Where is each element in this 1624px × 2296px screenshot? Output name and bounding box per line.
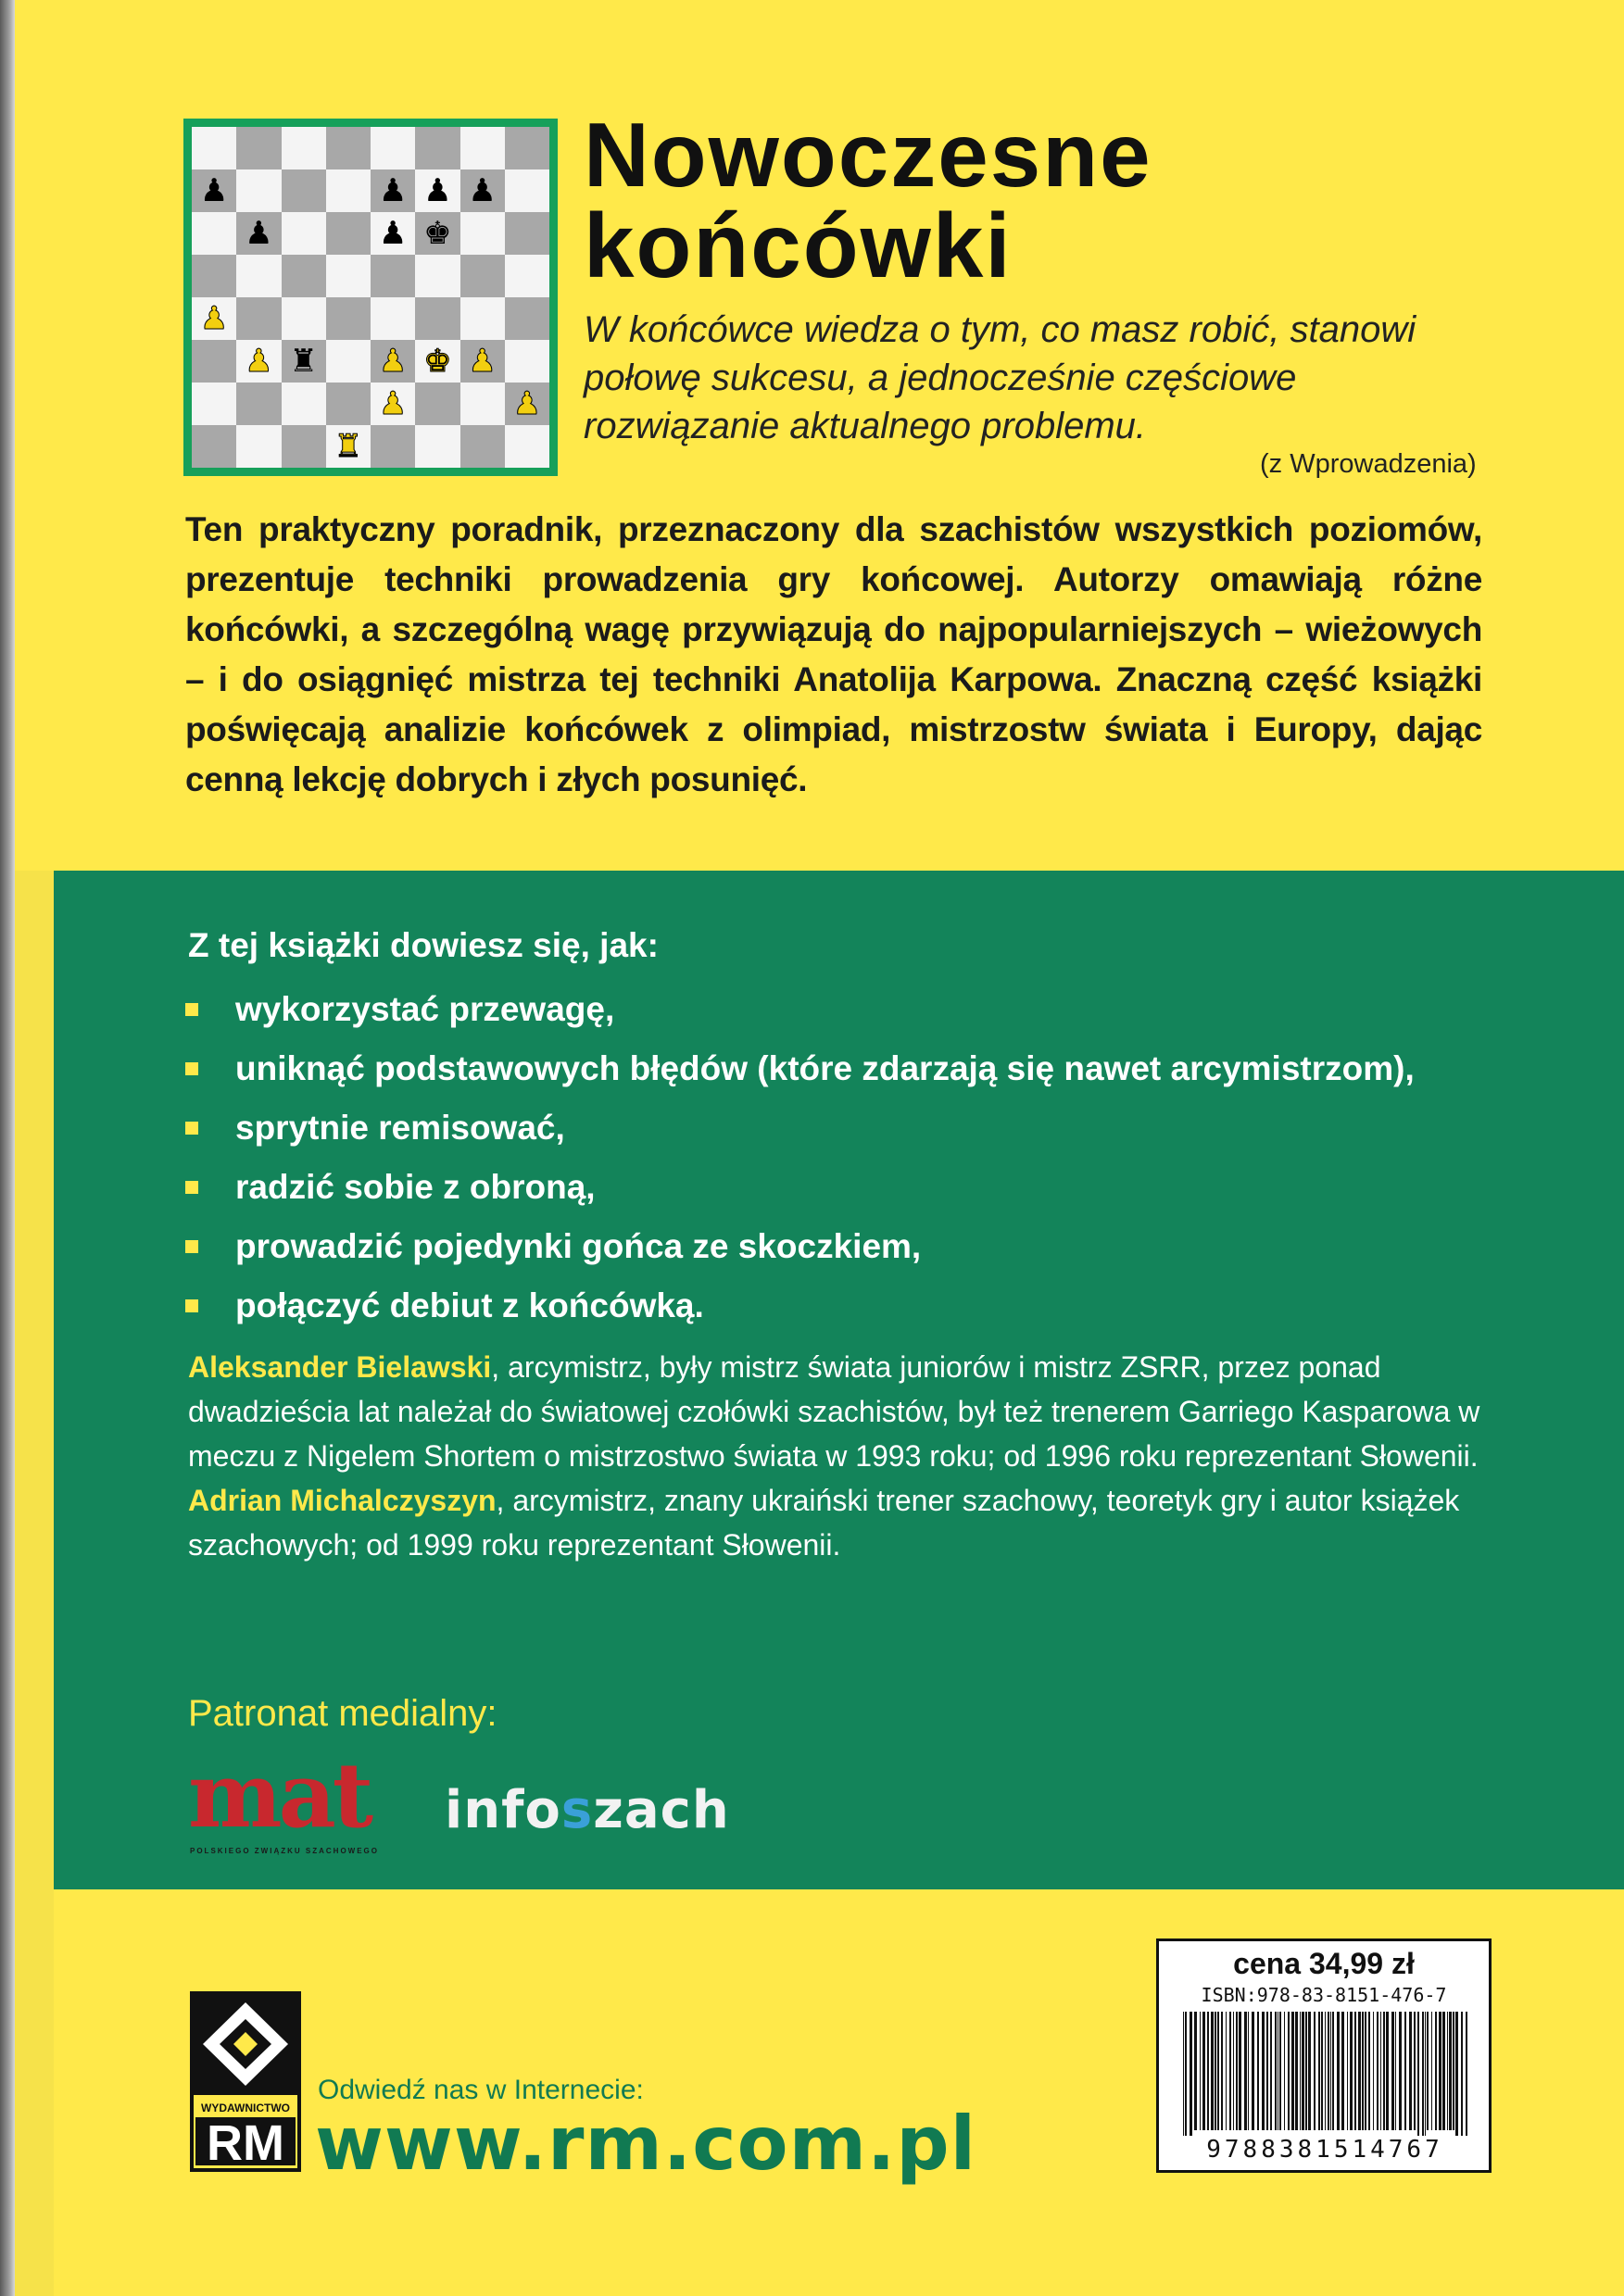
intro-quote	[584, 306, 1492, 450]
board-square	[415, 127, 460, 169]
author-bios	[188, 1345, 1522, 1567]
board-square	[371, 340, 415, 383]
visit-label: Odwiedź nas w Internecie:	[318, 2075, 644, 2105]
board-square	[192, 425, 236, 468]
barcode-bar	[1399, 2012, 1402, 2130]
author-name: Adrian Michalczyszyn	[188, 1484, 497, 1517]
barcode-bar	[1427, 2012, 1429, 2130]
infoszach-accent: s	[560, 1780, 594, 1840]
board-square	[505, 169, 549, 212]
barcode-bar	[1337, 2012, 1340, 2130]
barcode-bar	[1202, 2012, 1205, 2130]
board-square	[326, 169, 371, 212]
board-square	[415, 425, 460, 468]
list-item	[185, 1158, 1415, 1217]
barcode-bar	[1461, 2012, 1463, 2141]
barcode-bar	[1455, 2012, 1458, 2141]
price-label: cena 34,99 zł	[1233, 1947, 1415, 1980]
board-square	[236, 212, 281, 255]
board-square	[282, 297, 326, 340]
barcode-bar	[1217, 2012, 1219, 2130]
list-item-text: wykorzystać przewagę,	[235, 990, 615, 1028]
board-square	[326, 425, 371, 468]
white-pawn-icon: ♟	[468, 343, 497, 380]
barcode-bar	[1358, 2012, 1361, 2130]
barcode-bar	[1270, 2012, 1272, 2130]
board-square	[236, 425, 281, 468]
barcode-bar	[1435, 2012, 1437, 2130]
barcode-bar	[1279, 2012, 1281, 2130]
barcode-bar	[1295, 2012, 1298, 2130]
barcode-bar	[1325, 2012, 1326, 2130]
barcode-bar	[1354, 2012, 1356, 2130]
barcode-bar	[1453, 2012, 1454, 2130]
author-name: Aleksander Bielawski	[188, 1350, 492, 1384]
board-square	[415, 169, 460, 212]
barcode-bar	[1275, 2012, 1277, 2130]
quote-line: W końcówce wiedza o tym, co masz robić, stanowi	[584, 309, 1416, 350]
square-bullet-icon	[185, 1240, 198, 1253]
barcode-bar	[1404, 2012, 1406, 2130]
barcode-bar	[1194, 2012, 1197, 2130]
board-square	[371, 383, 415, 425]
list-item	[185, 1039, 1415, 1098]
board-square	[415, 340, 460, 383]
square-bullet-icon	[185, 1122, 198, 1135]
barcode-bar	[1431, 2012, 1432, 2130]
barcode-bar	[1302, 2012, 1304, 2130]
board-square	[236, 383, 281, 425]
board-square	[282, 425, 326, 468]
barcode-bar	[1377, 2012, 1379, 2130]
board-square	[415, 383, 460, 425]
board-square	[505, 383, 549, 425]
list-item	[185, 980, 1415, 1039]
board-square	[282, 340, 326, 383]
black-pawn-icon: ♟	[199, 172, 229, 209]
ean-number: 9788381514767	[1176, 2136, 1474, 2164]
white-king-icon: ♚	[423, 343, 452, 380]
board-square	[326, 297, 371, 340]
barcode-bar	[1183, 2012, 1184, 2141]
infoszach-logo	[445, 1780, 730, 1840]
board-square	[326, 255, 371, 297]
mat-logo-text: mat	[188, 1758, 371, 1848]
board-square	[192, 169, 236, 212]
white-rook-icon: ♜	[334, 428, 363, 465]
black-pawn-icon: ♟	[378, 215, 408, 252]
book-title	[584, 104, 1152, 296]
board-square	[460, 383, 505, 425]
black-pawn-icon: ♟	[423, 172, 452, 209]
board-square	[505, 255, 549, 297]
board-square	[460, 297, 505, 340]
board-square	[505, 297, 549, 340]
board-square	[371, 127, 415, 169]
barcode-bar	[1226, 2012, 1227, 2130]
list-item	[185, 1217, 1415, 1276]
white-pawn-icon: ♟	[199, 300, 229, 337]
title-line: końcówki	[584, 194, 1013, 296]
barcode-bar	[1362, 2012, 1364, 2130]
barcode-bar	[1341, 2012, 1344, 2130]
rm-publisher-logo	[190, 1991, 301, 2172]
barcode-bar	[1328, 2012, 1329, 2130]
chess-diagram	[192, 127, 549, 468]
infoszach-pawn-letter: i	[445, 1780, 464, 1840]
list-item-text: połączyć debiut z końcówką.	[235, 1286, 704, 1324]
barcode-bar	[1321, 2012, 1323, 2130]
board-square	[192, 255, 236, 297]
barcode-bar	[1414, 2012, 1416, 2130]
board-square	[460, 212, 505, 255]
board-square	[236, 169, 281, 212]
barcode-bar	[1386, 2012, 1389, 2130]
board-square	[460, 169, 505, 212]
board-square	[326, 212, 371, 255]
list-item-text: radzić sobie z obroną,	[235, 1168, 596, 1206]
author-bio: , arcymistrz, znany ukraiński trener szachowy, teoretyk gry i autor książek szachowych; od 1999 roku reprezentant Słowenii.	[188, 1484, 1460, 1562]
board-square	[505, 212, 549, 255]
board-square	[192, 212, 236, 255]
board-square	[460, 340, 505, 383]
board-square	[192, 127, 236, 169]
barcode-bar	[1308, 2012, 1311, 2130]
barcode-bar	[1229, 2012, 1231, 2130]
barcode-bar	[1233, 2012, 1234, 2130]
barcode-bar	[1425, 2012, 1426, 2141]
barcode-bar	[1239, 2012, 1241, 2130]
board-square	[371, 425, 415, 468]
barcode-bar	[1215, 2012, 1216, 2130]
board-square	[415, 255, 460, 297]
quote-line: rozwiązanie aktualnego problemu.	[584, 406, 1147, 446]
board-square	[282, 169, 326, 212]
board-square	[282, 212, 326, 255]
barcode-bar	[1185, 2012, 1187, 2141]
barcode-bar	[1318, 2012, 1320, 2130]
barcode-bar	[1466, 2012, 1467, 2141]
black-pawn-icon: ♟	[468, 172, 497, 209]
price-barcode-box	[1156, 1938, 1492, 2173]
white-pawn-icon: ♟	[245, 343, 273, 380]
board-square	[505, 425, 549, 468]
white-pawn-icon: ♟	[378, 385, 408, 422]
barcode-bar	[1236, 2012, 1238, 2130]
barcode-bar	[1252, 2012, 1254, 2130]
scan-shadow	[0, 0, 15, 2296]
barcode-bar	[1373, 2012, 1374, 2130]
board-square	[460, 255, 505, 297]
rm-logo-top-text: WYDAWNICTWO	[201, 2102, 290, 2114]
board-square	[236, 127, 281, 169]
cover-left-strip	[15, 871, 54, 2296]
barcode-bar	[1248, 2012, 1249, 2130]
board-square	[460, 425, 505, 468]
board-square	[326, 383, 371, 425]
author-bio: , arcymistrz, były mistrz świata juniorów i mistrz ZSRR, przez ponad dwadzieścia lat należał do światowej czołówki szachistów, był też trenerem Garriego Kasparowa w meczu z Nigelem Shortem o mistrzostwo świata w 1993 roku; od 1996 roku reprezentant Słowenii.	[188, 1350, 1480, 1473]
barcode-bar	[1449, 2012, 1452, 2130]
black-king-icon: ♚	[423, 215, 452, 252]
board-square	[371, 297, 415, 340]
barcode-bar	[1350, 2012, 1353, 2130]
board-square	[192, 383, 236, 425]
list-item	[185, 1098, 1415, 1158]
barcode-bar	[1409, 2012, 1412, 2130]
barcode-bar	[1395, 2012, 1396, 2130]
barcode-bar	[1368, 2012, 1370, 2130]
white-pawn-icon: ♟	[512, 385, 542, 422]
board-square	[282, 383, 326, 425]
board-square	[415, 297, 460, 340]
barcode-bar	[1291, 2012, 1294, 2130]
board-square	[371, 169, 415, 212]
board-square	[505, 127, 549, 169]
board-square	[371, 212, 415, 255]
black-pawn-icon: ♟	[378, 172, 408, 209]
board-square	[192, 340, 236, 383]
square-bullet-icon	[185, 1299, 198, 1312]
barcode-bar	[1207, 2012, 1209, 2130]
square-bullet-icon	[185, 1003, 198, 1016]
barcode-bar	[1314, 2012, 1316, 2130]
infoszach-text: nfo	[463, 1780, 561, 1840]
list-item-text: prowadzić pojedynki gońca ze skoczkiem,	[235, 1227, 922, 1265]
barcode-bar	[1284, 2012, 1285, 2130]
barcode-bar	[1439, 2012, 1441, 2130]
barcode-bar	[1257, 2012, 1259, 2130]
list-item-text: sprytnie remisować,	[235, 1109, 565, 1147]
board-square	[326, 340, 371, 383]
square-bullet-icon	[185, 1062, 198, 1075]
mat-magazine-logo	[188, 1758, 420, 1858]
board-square	[282, 127, 326, 169]
board-square	[192, 297, 236, 340]
board-square	[236, 297, 281, 340]
board-square	[415, 212, 460, 255]
learn-heading: Z tej książki dowiesz się, jak:	[188, 926, 659, 964]
white-pawn-icon: ♟	[378, 343, 408, 380]
board-square	[236, 340, 281, 383]
publisher-url[interactable]: www.rm.com.pl	[315, 2101, 977, 2187]
infoszach-text: zach	[593, 1780, 730, 1840]
barcode-bar	[1442, 2012, 1445, 2130]
board-square	[460, 127, 505, 169]
barcode-bar	[1365, 2012, 1366, 2130]
barcode-bar	[1330, 2012, 1331, 2130]
media-patronage-label: Patronat medialny:	[188, 1693, 497, 1734]
barcode-bar	[1300, 2012, 1301, 2130]
barcode-bar	[1305, 2012, 1307, 2130]
barcode-bar	[1417, 2012, 1419, 2141]
board-square	[505, 340, 549, 383]
quote-line: połowę sukcesu, a jednocześnie częściowe	[584, 358, 1297, 398]
barcode-bar	[1447, 2012, 1448, 2130]
square-bullet-icon	[185, 1181, 198, 1194]
barcode-bar	[1383, 2012, 1385, 2130]
board-square	[371, 255, 415, 297]
barcode-bar	[1332, 2012, 1334, 2130]
list-item-text: uniknąć podstawowych błędów (które zdarzają się nawet arcymistrzom),	[235, 1049, 1415, 1087]
black-pawn-icon: ♟	[245, 215, 273, 252]
mat-logo-subtitle: POLSKIEGO ZWIĄZKU SZACHOWEGO	[190, 1847, 379, 1855]
barcode-bar	[1262, 2012, 1265, 2130]
barcode	[1176, 2012, 1474, 2141]
board-square	[282, 255, 326, 297]
barcode-bar	[1391, 2012, 1394, 2130]
board-square	[236, 255, 281, 297]
rm-logo-text: RM	[207, 2115, 284, 2171]
barcode-bar	[1266, 2012, 1268, 2130]
barcode-bar	[1190, 2012, 1192, 2141]
barcode-bar	[1221, 2012, 1223, 2130]
isbn-label: ISBN:978-83-8151-476-7	[1201, 1984, 1447, 2006]
black-rook-icon: ♜	[289, 343, 318, 380]
barcode-bar	[1380, 2012, 1381, 2130]
barcode-bar	[1347, 2012, 1348, 2130]
quote-source: (z Wprowadzenia)	[1260, 449, 1477, 479]
barcode-bar	[1244, 2012, 1247, 2130]
barcode-bar	[1288, 2012, 1290, 2130]
board-square	[326, 127, 371, 169]
barcode-bar	[1211, 2012, 1214, 2130]
list-item	[185, 1276, 1415, 1336]
learn-list	[185, 980, 1415, 1336]
barcode-bar	[1200, 2012, 1201, 2130]
title-line: Nowoczesne	[584, 104, 1152, 206]
book-description: Ten praktyczny poradnik, przeznaczony dla szachistów wszystkich poziomów, prezentuje techniki prowadzenia gry końcowej. Autorzy omawiają różne końcówki, a szczególną wagę przywiązują do najpopularniejszych – wieżowych – i do osiągnięć mistrza tej techniki Anatolija Karpowa. Znaczną część książki poświęcają analizie końcówek z olimpiad, mistrzostw świata i Europy, dając cenną lekcję dobrych i złych posunięć.	[185, 510, 1482, 798]
barcode-bar	[1422, 2012, 1424, 2141]
